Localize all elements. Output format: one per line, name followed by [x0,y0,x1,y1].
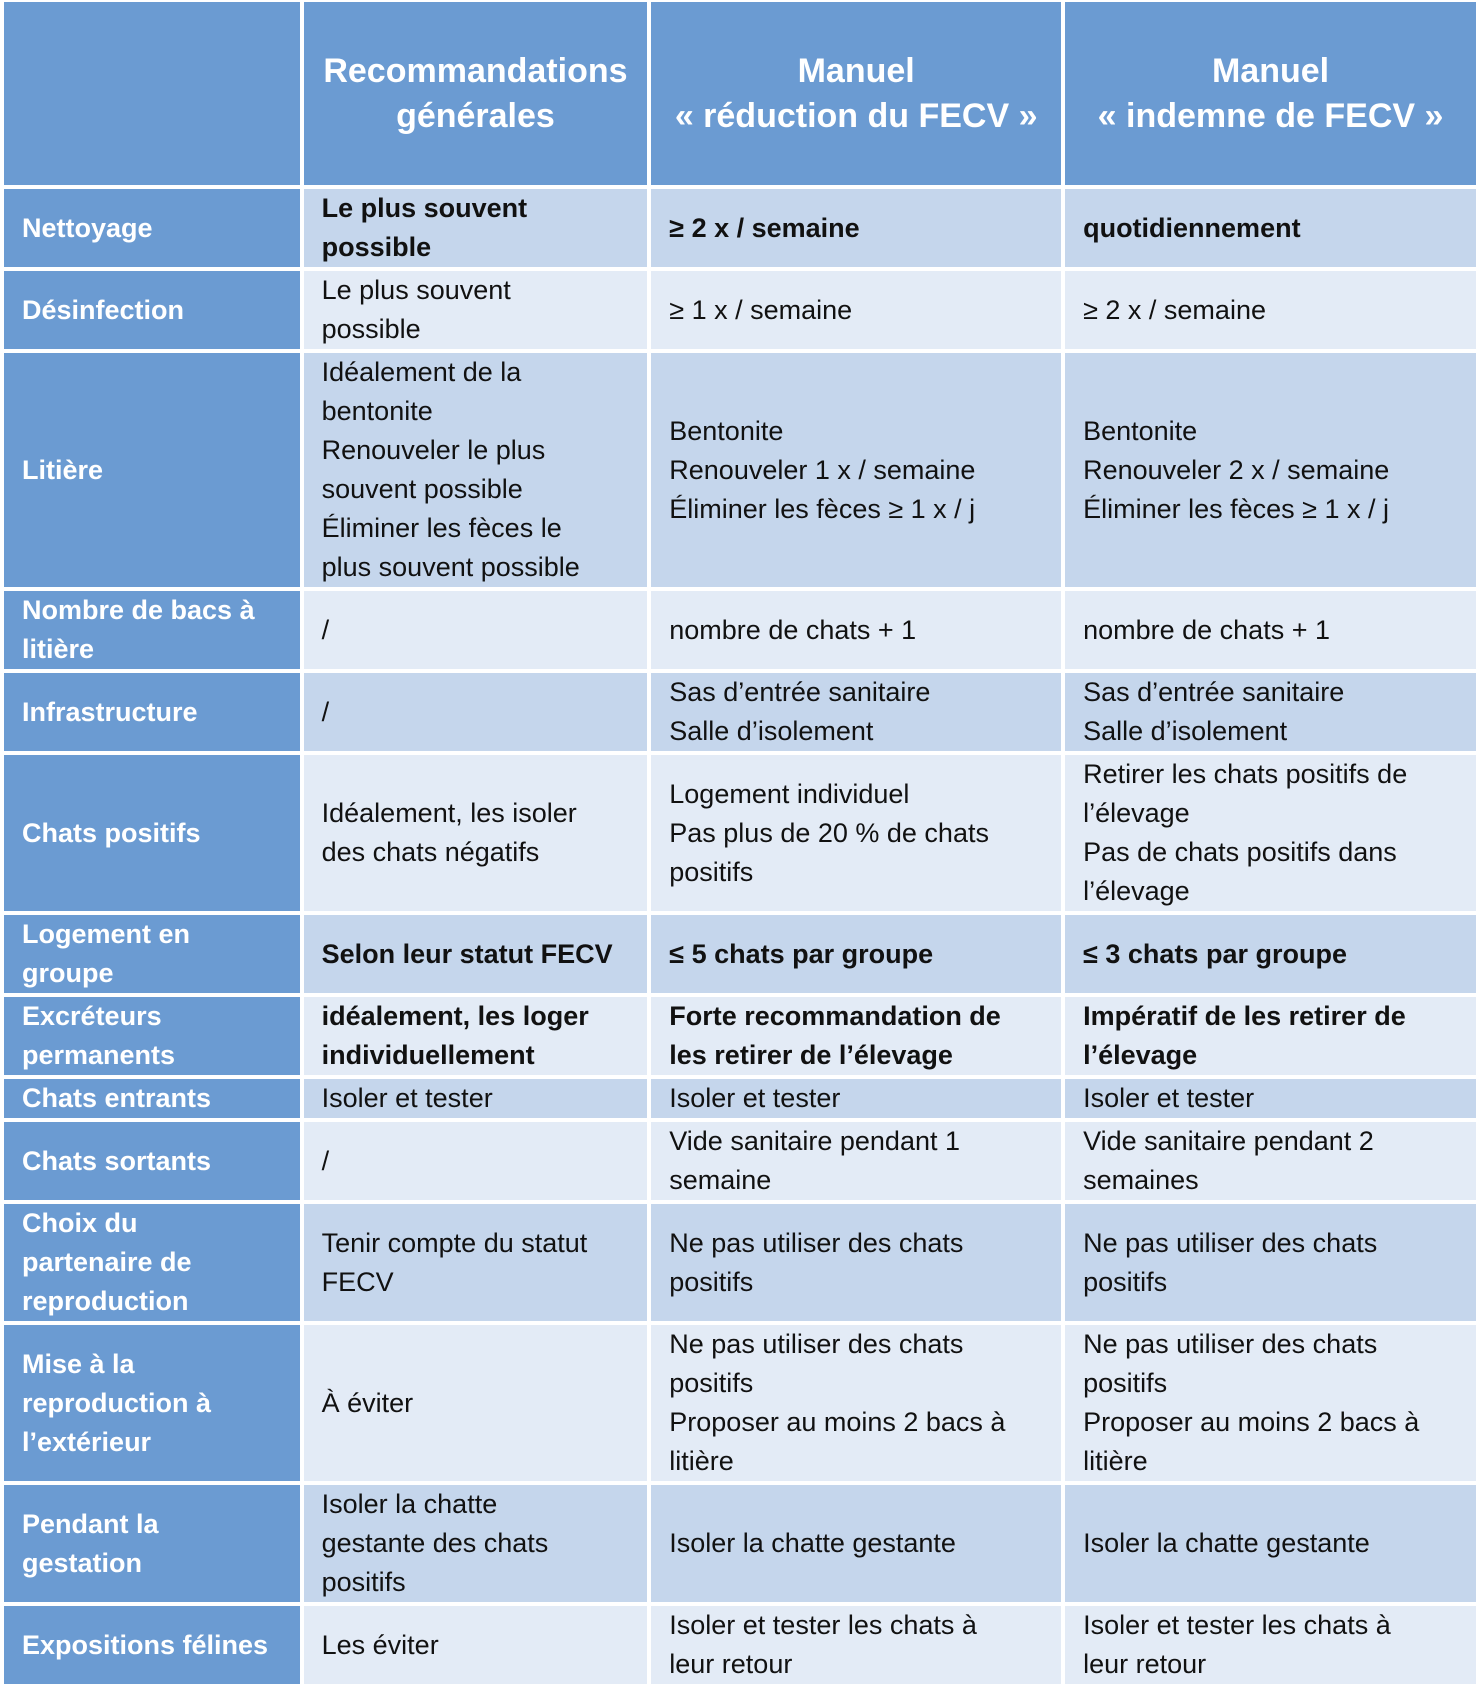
text-line: « réduction du FECV » [674,96,1038,135]
text-line: Sas d’entrée sanitaire [669,677,931,707]
row-header [4,271,300,349]
text-line: Éliminer les fèces ≥ 1 x / j [669,493,976,524]
text-line: Salle d’isolement [669,716,874,746]
text-line: Vide sanitaire pendant 1 [669,1126,960,1156]
text-line: ≤ 5 chats par groupe [669,938,934,969]
row-header [4,1485,300,1602]
text-line: Chats positifs [22,817,201,848]
row-header [4,353,300,587]
free-cell [1065,915,1476,993]
text-line: Isoler et tester [669,1083,841,1113]
text-line: reproduction à [22,1387,212,1418]
text-line: / [321,1145,330,1176]
text-line: Ne pas utiliser des chats [1083,1329,1378,1359]
reduction-cell [651,755,1061,911]
text-line: partenaire de [22,1247,192,1277]
text-line: Bentonite [1083,415,1198,446]
text-line: Logement en [22,919,191,949]
text-line: Les éviter [321,1629,439,1660]
header-general-recommendations [304,2,648,185]
table-row [4,1204,1476,1321]
header-corner [4,2,300,185]
table-row [4,1122,1476,1200]
row-header [4,1079,300,1118]
text-line: ≥ 1 x / semaine [669,294,853,325]
text-line: Isoler et tester [1083,1083,1255,1113]
text-line: possible [321,314,421,344]
general-cell [304,673,648,751]
table-row [4,673,1476,751]
text-line: Isoler la chatte gestante [1083,1528,1370,1558]
text-line: positifs [1083,1368,1168,1398]
text-line: gestation [22,1547,143,1578]
text-line: Litière [22,454,104,485]
reduction-cell [651,1079,1061,1118]
general-cell [304,1325,648,1481]
text-line: / [321,696,330,727]
text-line: gestante des chats [321,1528,549,1558]
general-cell [304,755,648,911]
text-line: Isoler et tester [321,1083,493,1113]
row-header [4,1122,300,1200]
text-line: Sas d’entrée sanitaire [1083,677,1345,707]
text-line: des chats négatifs [321,837,540,867]
text-line: positifs [669,1266,754,1297]
text-line: Nettoyage [22,212,153,243]
text-line: quotidiennement [1083,212,1301,243]
table-row [4,1079,1476,1118]
general-cell [304,271,648,349]
text-line: possible [321,232,432,262]
header-free-manual [1065,2,1476,185]
table-row [4,353,1476,587]
text-line: l’extérieur [22,1426,152,1457]
text-line: Manuel [1211,51,1330,90]
text-line: Selon leur statut FECV [321,938,613,969]
text-line: souvent possible [321,474,523,504]
text-line: Renouveler le plus [321,435,546,465]
row-header [4,673,300,751]
text-line: Tenir compte du statut [321,1227,588,1258]
header-row [4,2,1476,185]
free-cell [1065,1325,1476,1481]
text-line: Logement individuel [669,778,910,809]
row-header [4,755,300,911]
table-row [4,755,1476,911]
table-row [4,1485,1476,1602]
text-line: l’élevage [1083,876,1190,906]
free-cell [1065,1485,1476,1602]
table-row [4,997,1476,1075]
text-line: Proposer au moins 2 bacs à [669,1407,1006,1437]
free-cell [1065,1606,1476,1684]
row-header [4,591,300,669]
text-line: Chats sortants [22,1145,212,1176]
text-line: À éviter [321,1387,414,1418]
text-line: semaine [669,1165,772,1195]
text-line: Proposer au moins 2 bacs à [1083,1407,1420,1437]
general-cell [304,353,648,587]
text-line: l’élevage [1083,1040,1198,1070]
text-line: Nombre de bacs à [22,595,255,625]
text-line: Idéalement de la [321,357,522,387]
text-line: individuellement [321,1040,535,1070]
general-cell [304,997,648,1075]
text-line: Le plus souvent [321,193,528,223]
free-cell [1065,997,1476,1075]
row-header [4,1606,300,1684]
text-line: litière [1083,1446,1148,1476]
text-line: Excréteurs [22,1001,162,1031]
free-cell [1065,591,1476,669]
general-cell [304,915,648,993]
free-cell [1065,1122,1476,1200]
text-line: Éliminer les fèces ≥ 1 x / j [1083,493,1389,524]
reduction-cell [651,997,1061,1075]
text-line: Bentonite [669,415,784,446]
text-line: leur retour [1083,1649,1207,1679]
text-line: Choix du [22,1208,138,1238]
text-line: Retirer les chats positifs de [1083,759,1408,789]
text-line: positifs [1083,1266,1168,1297]
free-cell [1065,189,1476,267]
text-line: Isoler la chatte gestante [669,1528,956,1558]
text-line: Le plus souvent [321,275,511,305]
row-header [4,189,300,267]
free-cell [1065,1204,1476,1321]
reduction-cell [651,189,1061,267]
free-cell [1065,271,1476,349]
text-line: Éliminer les fèces le [321,513,562,543]
text-line: litière [669,1446,734,1476]
text-line: ≥ 2 x / semaine [1083,294,1266,325]
text-line: Expositions félines [22,1629,269,1660]
text-line: Renouveler 2 x / semaine [1083,454,1390,485]
free-cell [1065,673,1476,751]
row-header [4,1325,300,1481]
table-row [4,189,1476,267]
general-cell [304,1204,648,1321]
reduction-cell [651,1122,1061,1200]
text-line: / [321,614,330,645]
text-line: Pendant la [22,1508,159,1539]
general-cell [304,1079,648,1118]
text-line: plus souvent possible [321,552,580,582]
text-line: Infrastructure [22,696,198,727]
row-header [4,915,300,993]
reduction-cell [651,1606,1061,1684]
text-line: idéalement, les loger [321,1001,589,1031]
text-line: Manuel [797,51,915,90]
reduction-cell [651,271,1061,349]
text-line: bentonite [321,396,433,426]
reduction-cell [651,591,1061,669]
table-row [4,591,1476,669]
table-row [4,915,1476,993]
free-cell [1065,755,1476,911]
table-row [4,1606,1476,1684]
text-line: nombre de chats + 1 [1083,614,1330,645]
text-line: semaines [1083,1165,1199,1195]
text-line: « indemne de FECV » [1097,96,1444,135]
text-line: l’élevage [1083,798,1190,828]
text-line: ≥ 2 x / semaine [669,212,860,243]
text-line: Impératif de les retirer de [1083,1001,1406,1031]
table-row [4,1325,1476,1481]
text-line: Forte recommandation de [669,1001,1001,1031]
table-row [4,271,1476,349]
text-line: leur retour [669,1649,793,1679]
text-line: nombre de chats + 1 [669,614,917,645]
text-line: FECV [321,1266,394,1297]
text-line: Isoler et tester les chats à [1083,1610,1391,1640]
text-line: Ne pas utiliser des chats [669,1227,964,1258]
text-line: groupe [22,958,114,988]
text-line: Renouveler 1 x / semaine [669,454,976,485]
general-cell [304,1122,648,1200]
text-line: Vide sanitaire pendant 2 [1083,1126,1374,1156]
text-line: permanents [22,1040,176,1070]
text-line: Ne pas utiliser des chats [669,1329,964,1359]
free-cell [1065,1079,1476,1118]
text-line: Mise à la [22,1348,135,1379]
general-cell [304,1485,648,1602]
text-line: Recommandations [323,51,628,90]
text-line: Isoler et tester les chats à [669,1610,977,1640]
text-line: ≤ 3 chats par groupe [1083,938,1347,969]
text-line: reproduction [22,1286,189,1316]
text-line: Salle d’isolement [1083,716,1288,746]
text-line: Idéalement, les isoler [321,798,577,828]
text-line: positifs [321,1567,406,1597]
table-body [4,189,1476,1684]
reduction-cell [651,1325,1061,1481]
reduction-cell [651,1485,1061,1602]
general-cell [304,1606,648,1684]
row-header [4,997,300,1075]
text-line: Pas de chats positifs dans [1083,837,1397,867]
text-line: Désinfection [22,294,185,325]
text-line: générales [396,96,555,135]
free-cell [1065,353,1476,587]
text-line: Isoler la chatte [321,1489,498,1519]
reduction-cell [651,1204,1061,1321]
general-cell [304,591,648,669]
text-line: Ne pas utiliser des chats [1083,1227,1378,1258]
reduction-cell [651,673,1061,751]
reduction-cell [651,915,1061,993]
text-line: litière [22,634,95,664]
text-line: positifs [669,856,754,887]
text-line: Chats entrants [22,1083,212,1113]
text-line: Pas plus de 20 % de chats [669,817,989,848]
general-cell [304,189,648,267]
reduction-cell [651,353,1061,587]
text-line: positifs [669,1368,754,1398]
text-line: les retirer de l’élevage [669,1040,953,1070]
row-header [4,1204,300,1321]
header-reduction-manual [651,2,1061,185]
